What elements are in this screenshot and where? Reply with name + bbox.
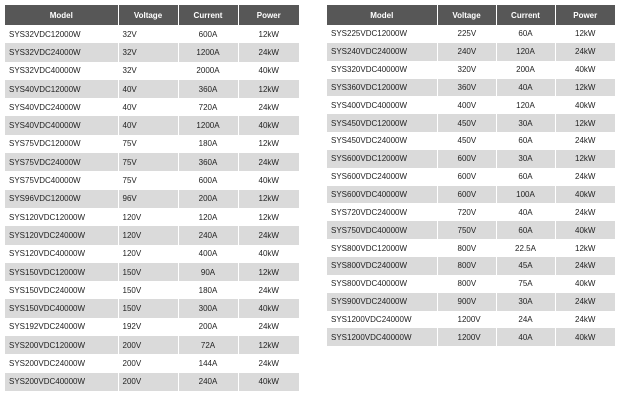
power-cell: 24kW [238,354,299,372]
model-cell: SYS320VDC40000W [327,61,437,79]
voltage-cell: 192V [118,318,178,336]
current-cell: 72A [178,336,238,354]
current-cell: 90A [178,263,238,281]
current-cell: 400A [178,245,238,263]
model-cell: SYS900VDC24000W [327,293,437,311]
voltage-cell: 1200V [437,311,496,329]
voltage-cell: 320V [437,61,496,79]
power-cell: 24kW [238,98,299,116]
voltage-cell: 900V [437,293,496,311]
power-cell: 40kW [555,186,615,204]
current-cell: 40A [496,203,555,221]
table-row [327,43,615,61]
voltage-cell: 40V [118,116,178,134]
power-cell: 40kW [555,275,615,293]
power-cell: 12kW [238,80,299,98]
header-current: Current [178,5,238,25]
power-cell: 24kW [555,257,615,275]
voltage-cell: 150V [118,281,178,299]
model-cell: SYS800VDC12000W [327,239,437,257]
header-voltage: Voltage [437,5,496,25]
table-row [327,168,615,186]
voltage-cell: 75V [118,171,178,189]
header-model: Model [327,5,437,25]
power-cell: 24kW [238,318,299,336]
table-row [5,98,299,116]
table-row [327,25,615,43]
voltage-cell: 1200V [437,328,496,346]
table-row [327,328,615,346]
power-cell: 12kW [238,135,299,153]
voltage-cell: 800V [437,257,496,275]
model-cell: SYS600VDC12000W [327,150,437,168]
model-cell: SYS1200VDC24000W [327,311,437,329]
header-row [327,5,615,25]
model-cell: SYS600VDC40000W [327,186,437,204]
header-current: Current [496,5,555,25]
table-row [5,43,299,61]
current-cell: 144A [178,354,238,372]
power-cell: 12kW [238,25,299,43]
model-cell: SYS450VDC12000W [327,114,437,132]
power-cell: 40kW [555,96,615,114]
header-power: Power [555,5,615,25]
current-cell: 30A [496,293,555,311]
table-row [327,132,615,150]
voltage-cell: 240V [437,43,496,61]
model-cell: SYS32VDC24000W [5,43,118,61]
power-cell: 24kW [555,132,615,150]
current-cell: 22.5A [496,239,555,257]
voltage-cell: 720V [437,203,496,221]
table-row [5,373,299,391]
power-cell: 12kW [238,190,299,208]
table-row [5,171,299,189]
table-row [5,299,299,317]
power-cell: 12kW [555,150,615,168]
current-cell: 1200A [178,43,238,61]
table-row [5,80,299,98]
current-cell: 240A [178,226,238,244]
power-cell: 40kW [238,373,299,391]
power-cell: 12kW [238,208,299,226]
model-cell: SYS400VDC40000W [327,96,437,114]
power-cell: 40kW [238,62,299,80]
current-cell: 120A [178,208,238,226]
current-cell: 600A [178,25,238,43]
model-cell: SYS750VDC40000W [327,221,437,239]
power-cell: 12kW [555,114,615,132]
voltage-cell: 800V [437,239,496,257]
power-cell: 40kW [555,221,615,239]
voltage-cell: 32V [118,43,178,61]
model-cell: SYS200VDC40000W [5,373,118,391]
current-cell: 180A [178,135,238,153]
voltage-cell: 200V [118,354,178,372]
current-cell: 200A [178,190,238,208]
current-cell: 45A [496,257,555,275]
model-cell: SYS32VDC12000W [5,25,118,43]
power-cell: 24kW [555,293,615,311]
table-row [5,226,299,244]
table-row [327,150,615,168]
model-cell: SYS75VDC24000W [5,153,118,171]
current-cell: 100A [496,186,555,204]
current-cell: 30A [496,150,555,168]
current-cell: 40A [496,328,555,346]
power-cell: 24kW [238,43,299,61]
table-row [5,116,299,134]
model-cell: SYS600VDC24000W [327,168,437,186]
header-row [5,5,299,25]
current-cell: 60A [496,221,555,239]
model-cell: SYS150VDC40000W [5,299,118,317]
table-row [327,114,615,132]
current-cell: 60A [496,168,555,186]
power-cell: 12kW [555,239,615,257]
power-cell: 12kW [555,79,615,97]
voltage-cell: 800V [437,275,496,293]
table-row [327,311,615,329]
current-cell: 600A [178,171,238,189]
table-row [327,186,615,204]
current-cell: 1200A [178,116,238,134]
current-cell: 720A [178,98,238,116]
table-body-right [327,25,615,346]
header-model: Model [5,5,118,25]
model-cell: SYS120VDC12000W [5,208,118,226]
power-cell: 40kW [238,171,299,189]
current-cell: 360A [178,153,238,171]
current-cell: 120A [496,43,555,61]
model-cell: SYS200VDC12000W [5,336,118,354]
voltage-cell: 75V [118,153,178,171]
model-cell: SYS360VDC12000W [327,79,437,97]
power-cell: 12kW [238,336,299,354]
spec-table-left [5,5,299,391]
table-row [5,263,299,281]
table-row [5,62,299,80]
header-power: Power [238,5,299,25]
model-cell: SYS240VDC24000W [327,43,437,61]
voltage-cell: 40V [118,80,178,98]
voltage-cell: 120V [118,208,178,226]
current-cell: 240A [178,373,238,391]
current-cell: 75A [496,275,555,293]
model-cell: SYS800VDC40000W [327,275,437,293]
table-row [5,25,299,43]
power-cell: 24kW [555,43,615,61]
model-cell: SYS75VDC12000W [5,135,118,153]
voltage-cell: 75V [118,135,178,153]
table-row [5,336,299,354]
voltage-cell: 450V [437,132,496,150]
voltage-cell: 150V [118,299,178,317]
power-cell: 40kW [555,61,615,79]
model-cell: SYS150VDC12000W [5,263,118,281]
model-cell: SYS150VDC24000W [5,281,118,299]
voltage-cell: 32V [118,62,178,80]
voltage-cell: 200V [118,373,178,391]
model-cell: SYS40VDC12000W [5,80,118,98]
current-cell: 200A [496,61,555,79]
model-cell: SYS32VDC40000W [5,62,118,80]
table-row [327,203,615,221]
power-cell: 24kW [238,153,299,171]
voltage-cell: 96V [118,190,178,208]
power-cell: 24kW [555,203,615,221]
voltage-cell: 450V [437,114,496,132]
model-cell: SYS75VDC40000W [5,171,118,189]
table-row [5,135,299,153]
current-cell: 360A [178,80,238,98]
voltage-cell: 200V [118,336,178,354]
power-cell: 24kW [238,226,299,244]
table-row [327,239,615,257]
voltage-cell: 400V [437,96,496,114]
power-cell: 40kW [238,299,299,317]
voltage-cell: 600V [437,168,496,186]
table-row [327,275,615,293]
model-cell: SYS40VDC24000W [5,98,118,116]
voltage-cell: 600V [437,186,496,204]
model-cell: SYS40VDC40000W [5,116,118,134]
model-cell: SYS96VDC12000W [5,190,118,208]
power-cell: 40kW [238,116,299,134]
voltage-cell: 120V [118,245,178,263]
table-row [5,318,299,336]
power-cell: 24kW [555,311,615,329]
current-cell: 120A [496,96,555,114]
table-row [327,61,615,79]
power-cell: 24kW [555,168,615,186]
current-cell: 30A [496,114,555,132]
power-cell: 40kW [238,245,299,263]
header-voltage: Voltage [118,5,178,25]
current-cell: 200A [178,318,238,336]
current-cell: 300A [178,299,238,317]
table-row [5,190,299,208]
voltage-cell: 32V [118,25,178,43]
power-cell: 40kW [555,328,615,346]
table-row [327,96,615,114]
current-cell: 24A [496,311,555,329]
power-cell: 12kW [555,25,615,43]
power-cell: 24kW [238,281,299,299]
table-body-left [5,25,299,391]
voltage-cell: 600V [437,150,496,168]
current-cell: 2000A [178,62,238,80]
model-cell: SYS1200VDC40000W [327,328,437,346]
model-cell: SYS720VDC24000W [327,203,437,221]
voltage-cell: 120V [118,226,178,244]
current-cell: 40A [496,79,555,97]
voltage-cell: 150V [118,263,178,281]
current-cell: 60A [496,132,555,150]
spec-table-right [327,5,615,346]
current-cell: 180A [178,281,238,299]
current-cell: 60A [496,25,555,43]
table-row [5,208,299,226]
table-row [327,293,615,311]
model-cell: SYS225VDC12000W [327,25,437,43]
voltage-cell: 360V [437,79,496,97]
model-cell: SYS450VDC24000W [327,132,437,150]
table-row [5,281,299,299]
model-cell: SYS200VDC24000W [5,354,118,372]
model-cell: SYS120VDC40000W [5,245,118,263]
model-cell: SYS800VDC24000W [327,257,437,275]
table-row [5,153,299,171]
model-cell: SYS120VDC24000W [5,226,118,244]
table-row [327,221,615,239]
voltage-cell: 40V [118,98,178,116]
table-row [327,79,615,97]
table-row [5,354,299,372]
power-cell: 12kW [238,263,299,281]
model-cell: SYS192VDC24000W [5,318,118,336]
voltage-cell: 225V [437,25,496,43]
voltage-cell: 750V [437,221,496,239]
table-row [327,257,615,275]
table-row [5,245,299,263]
